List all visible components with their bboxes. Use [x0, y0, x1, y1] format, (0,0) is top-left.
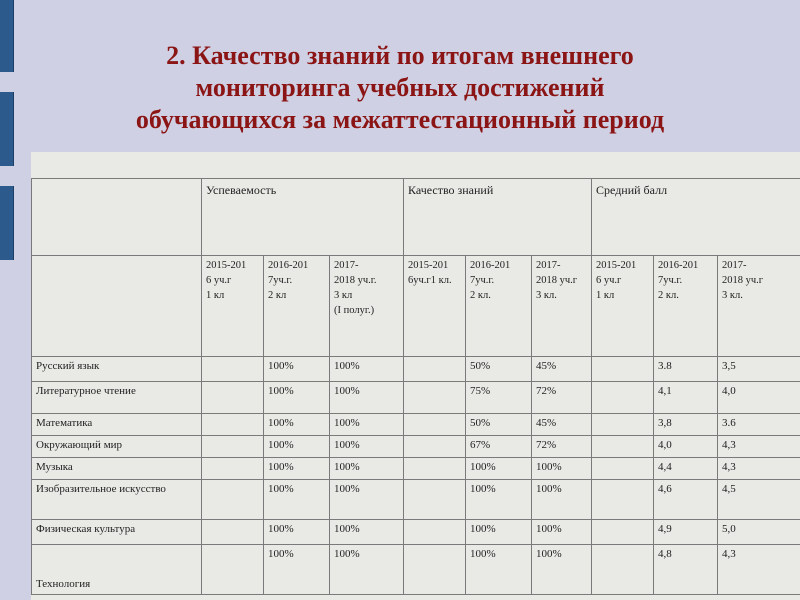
value-cell: 3,8 [654, 414, 718, 436]
value-cell: 100% [330, 545, 404, 595]
value-cell [592, 414, 654, 436]
value-cell: 4,3 [718, 545, 800, 595]
slide-side-tab [0, 0, 14, 72]
subheader-line: 2018 уч.г. [334, 275, 377, 286]
subheader-cell [718, 256, 800, 357]
value-cell: 50% [466, 357, 532, 382]
subject-cell: Изобразительное искусство [32, 480, 202, 520]
slide-side-tab [0, 92, 14, 166]
value-cell: 100% [532, 520, 592, 545]
value-cell: 3,5 [718, 357, 800, 382]
value-cell [592, 357, 654, 382]
value-cell [404, 414, 466, 436]
subheader-cell [592, 256, 654, 357]
subheader-line: 3 кл [334, 290, 353, 301]
subject-cell: Литературное чтение [32, 382, 202, 414]
value-cell [592, 458, 654, 480]
value-cell: 5,0 [718, 520, 800, 545]
value-cell: 100% [532, 458, 592, 480]
value-cell: 100% [330, 520, 404, 545]
subheader-line: 2017- [722, 260, 747, 271]
value-cell [202, 458, 264, 480]
table-sheet [31, 152, 800, 600]
value-cell: 100% [466, 545, 532, 595]
value-cell: 4,3 [718, 436, 800, 458]
slide-title-line: 2. Качество знаний по итогам внешнего [166, 41, 634, 70]
group-header-uspevaemost: Успеваемость [202, 179, 404, 256]
subject-cell: Математика [32, 414, 202, 436]
group-header-sredniy-ball: Средний балл [592, 179, 800, 256]
subheader-row [32, 256, 800, 357]
slide-title-line: мониторинга учебных достижений [195, 73, 605, 102]
value-cell [202, 382, 264, 414]
value-cell: 4,4 [654, 458, 718, 480]
value-cell: 100% [466, 480, 532, 520]
subheader-line: 2015-201 [206, 260, 247, 271]
subheader-line: 2015-201 [408, 260, 449, 271]
value-cell: 100% [466, 458, 532, 480]
subheader-line: 2016-201 [268, 260, 309, 271]
subheader-line: 2018 уч.г [536, 275, 578, 286]
value-cell: 100% [330, 436, 404, 458]
value-cell [404, 545, 466, 595]
subheader-line: 7уч.г. [268, 275, 293, 286]
value-cell: 75% [466, 382, 532, 414]
value-cell: 100% [264, 520, 330, 545]
subheader-line: 6 уч.г [596, 275, 622, 286]
value-cell: 100% [264, 357, 330, 382]
table-row [32, 480, 800, 520]
value-cell: 4,6 [654, 480, 718, 520]
value-cell [592, 520, 654, 545]
subheader-line: 2015-201 [596, 260, 637, 271]
value-cell [592, 480, 654, 520]
value-cell: 100% [330, 480, 404, 520]
subject-cell: Физическая культура [32, 520, 202, 545]
value-cell [404, 520, 466, 545]
header-row [32, 179, 800, 256]
value-cell: 4,1 [654, 382, 718, 414]
slide-side-tab [0, 186, 14, 260]
corner-cell [32, 179, 202, 256]
value-cell [202, 520, 264, 545]
subheader-line: 2016-201 [470, 260, 511, 271]
subheader-cell [202, 256, 264, 357]
slide-title-line: обучающихся за межаттестационный период [135, 105, 665, 134]
value-cell: 3.8 [654, 357, 718, 382]
value-cell: 100% [532, 480, 592, 520]
table-body [32, 179, 800, 595]
value-cell: 100% [264, 382, 330, 414]
value-cell: 100% [330, 382, 404, 414]
subheader-line: 2 кл. [658, 290, 679, 301]
value-cell: 45% [532, 357, 592, 382]
subheader-cell [404, 256, 466, 357]
results-table [31, 178, 800, 595]
value-cell: 3.6 [718, 414, 800, 436]
subheader-line: 1 кл [206, 290, 225, 301]
value-cell: 4,0 [718, 382, 800, 414]
subheader-line: 6уч.г1 кл. [408, 275, 452, 286]
value-cell: 100% [330, 357, 404, 382]
value-cell: 4,8 [654, 545, 718, 595]
value-cell [202, 480, 264, 520]
table-row [32, 357, 800, 382]
value-cell [404, 357, 466, 382]
value-cell: 72% [532, 382, 592, 414]
subheader-line: 2 кл. [470, 290, 491, 301]
value-cell [202, 414, 264, 436]
subheader-line: 2016-201 [658, 260, 699, 271]
subheader-cell [466, 256, 532, 357]
value-cell: 100% [264, 414, 330, 436]
subheader-cell [330, 256, 404, 357]
value-cell [202, 357, 264, 382]
value-cell [404, 382, 466, 414]
subheader-cell [532, 256, 592, 357]
subject-cell: Музыка [32, 458, 202, 480]
value-cell: 100% [264, 545, 330, 595]
value-cell: 100% [466, 520, 532, 545]
subheader-line: 3 кл. [536, 290, 557, 301]
value-cell: 100% [330, 414, 404, 436]
subheader-line: 2017- [536, 260, 561, 271]
table-row [32, 520, 800, 545]
subheader-line: 2018 уч.г [722, 275, 764, 286]
table-row [32, 382, 800, 414]
value-cell: 4,9 [654, 520, 718, 545]
value-cell: 100% [264, 458, 330, 480]
subject-cell: Русский язык [32, 357, 202, 382]
subheader-line: 2017- [334, 260, 359, 271]
value-cell: 72% [532, 436, 592, 458]
value-cell [592, 382, 654, 414]
subheader-line: 2 кл [268, 290, 287, 301]
value-cell: 100% [330, 458, 404, 480]
value-cell: 4,5 [718, 480, 800, 520]
value-cell [202, 436, 264, 458]
value-cell [592, 436, 654, 458]
value-cell [202, 545, 264, 595]
subheader-line: 1 кл [596, 290, 615, 301]
subheader-line: 3 кл. [722, 290, 743, 301]
table-row [32, 458, 800, 480]
table-row [32, 414, 800, 436]
table-row [32, 545, 800, 595]
subject-cell: Технология [32, 545, 202, 595]
subheader-blank [32, 256, 202, 357]
value-cell: 50% [466, 414, 532, 436]
value-cell [404, 436, 466, 458]
value-cell: 100% [264, 480, 330, 520]
subheader-line: (I полуг.) [334, 305, 375, 316]
value-cell [404, 458, 466, 480]
value-cell: 100% [532, 545, 592, 595]
value-cell: 4,0 [654, 436, 718, 458]
table-row [32, 436, 800, 458]
subheader-cell [264, 256, 330, 357]
value-cell [404, 480, 466, 520]
subheader-line: 7уч.г. [470, 275, 495, 286]
value-cell: 67% [466, 436, 532, 458]
value-cell: 100% [264, 436, 330, 458]
subheader-line: 7уч.г. [658, 275, 683, 286]
subheader-line: 6 уч.г [206, 275, 232, 286]
slide-title [60, 40, 740, 136]
value-cell: 4,3 [718, 458, 800, 480]
value-cell: 45% [532, 414, 592, 436]
group-header-kachestvo: Качество знаний [404, 179, 592, 256]
value-cell [592, 545, 654, 595]
subject-cell: Окружающий мир [32, 436, 202, 458]
subheader-cell [654, 256, 718, 357]
